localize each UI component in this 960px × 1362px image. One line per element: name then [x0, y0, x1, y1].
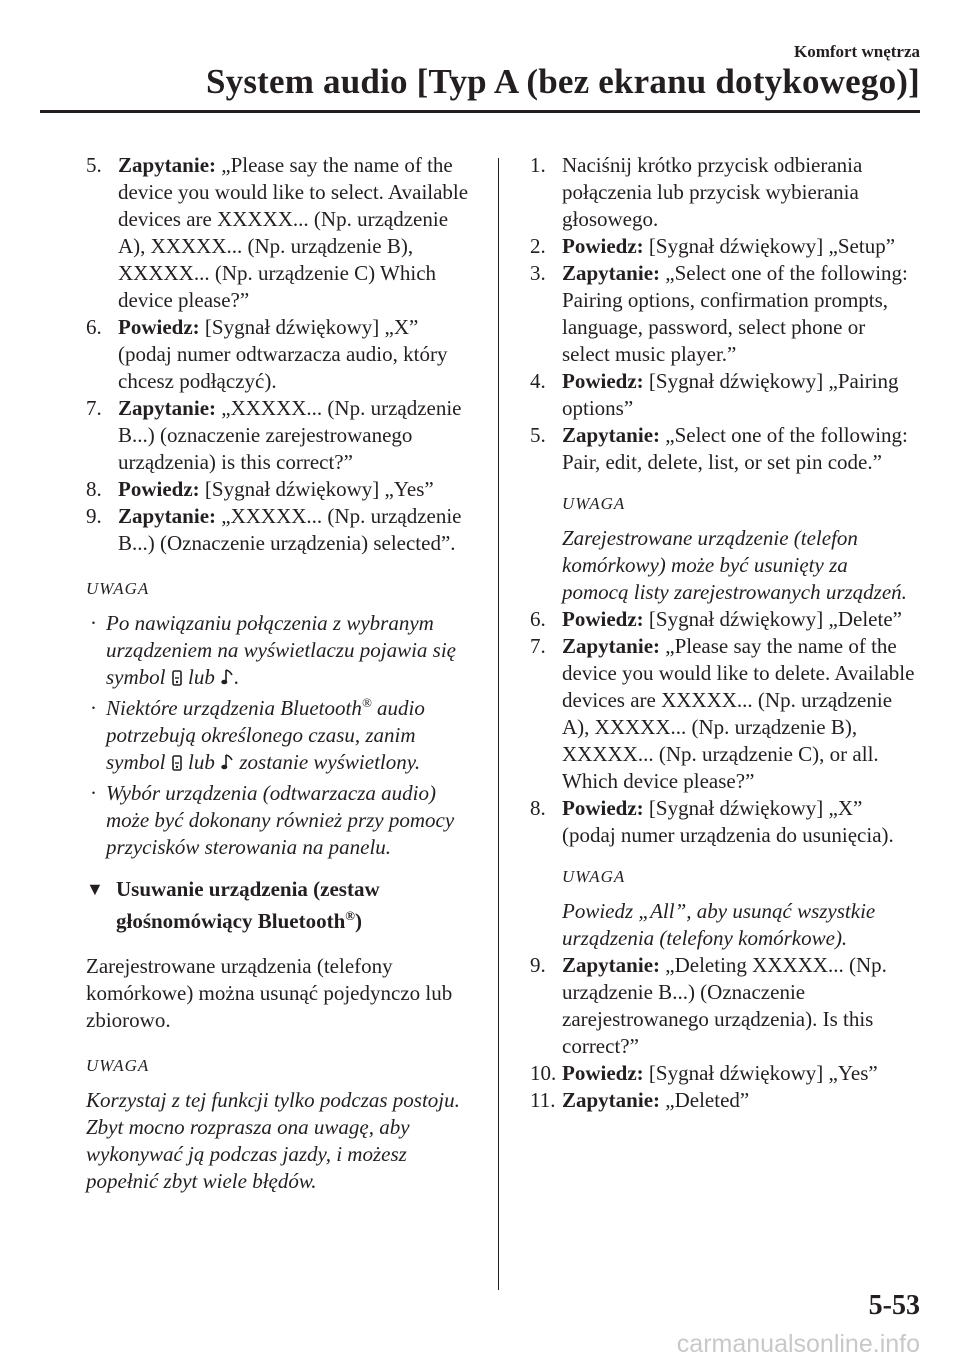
step-item [530, 606, 915, 633]
step-item [86, 152, 476, 314]
step-label: Zapytanie: [118, 396, 217, 420]
bullet-text: Niektóre urządzenia Bluetooth [106, 696, 362, 720]
step-text: „Please say the name of the device you would like to select. Available devices are XXXXX... (Np. urządzenie A), XXXXX... (Np. urządzenie B), XXXXX... (Np. urządzenie C) Which device please?” [118, 153, 469, 312]
step-item [530, 795, 915, 849]
step-item [530, 368, 915, 422]
bullet-text: . [234, 665, 240, 689]
watermark: carmanualsonline.info [676, 1330, 920, 1358]
step-number: 7. [86, 396, 102, 420]
note-bullet [86, 780, 476, 861]
step-item [530, 260, 915, 368]
step-item [86, 476, 476, 503]
body-paragraph: Zarejestrowane urządzenia (telefony komórkowe) można usunąć pojedynczo lub zbiorowo. [86, 954, 453, 1032]
step-label: Powiedz: [562, 234, 644, 258]
step-text: „XXXXX... (Np. urządzenie B...) (oznaczenie zarejestrowanego urządzenia) is this correct?” [118, 396, 462, 474]
step-number: 5. [530, 423, 546, 447]
step-number: 4. [530, 369, 546, 393]
note-bullet [86, 695, 476, 778]
step-number: 7. [530, 634, 546, 658]
step-number: 6. [86, 315, 102, 339]
step-text: „Please say the name of the device you would like to delete. Available devices are XXXXX... (Np. urządzenie A), XXXXX... (Np. urządzenie B), XXXXX... (Np. urządzenie C), or all. Which device please?” [562, 634, 915, 793]
step-number: 5. [86, 153, 102, 177]
step-number: 8. [86, 477, 102, 501]
registered-mark: ® [361, 695, 372, 710]
right-column [530, 152, 915, 1114]
note-title: UWAGA [86, 1056, 150, 1075]
step-text: [Sygnał dźwiękowy] „X” (podaj numer urządzenia do usunięcia). [562, 796, 894, 847]
step-number: 3. [530, 261, 546, 285]
step-item [530, 633, 915, 795]
note-text: Korzystaj z tej funkcji tylko podczas postoju. Zbyt mocno rozprasza ona uwagę, aby wykonywać ją podczas jazdy, i możesz popełnić zbyt wiele błędów. [86, 1088, 460, 1193]
media-device-icon [172, 751, 182, 778]
left-steps [86, 152, 476, 557]
step-text: Naciśnij krótko przycisk odbierania połączenia lub przycisk wybierania głosowego. [562, 153, 863, 231]
step-text: „XXXXX... (Np. urządzenie B...) (Oznaczenie urządzenia) selected”. [118, 504, 462, 555]
step-label: Powiedz: [562, 607, 644, 631]
right-steps-a [530, 152, 915, 476]
section-heading-text: Usuwanie urządzenia (zestaw głośnomówiący Bluetooth [116, 877, 380, 933]
step-text: „Select one of the following: Pairing options, confirmation prompts, language, password, select phone or select music player.” [562, 261, 908, 366]
indented-note [530, 863, 915, 952]
step-label: Zapytanie: [562, 261, 661, 285]
header-rule [40, 110, 920, 113]
step-text: [Sygnał dźwiękowy] „Yes” [643, 1061, 878, 1085]
note-title: UWAGA [562, 494, 626, 513]
step-item [530, 1060, 915, 1087]
indented-note [530, 490, 915, 606]
music-note-icon [221, 666, 233, 693]
step-text: „Deleted” [660, 1088, 750, 1112]
bullet-text: audio potrzebują określonego czasu, zanim symbol [106, 696, 425, 774]
right-steps-b [530, 606, 915, 849]
bullet-text: Wybór urządzenia (odtwarzacza audio) może być dokonany również przy pomocy przycisków sterowania na panelu. [106, 781, 455, 859]
bullet-text: lub [188, 665, 215, 689]
step-number: 10. [530, 1061, 557, 1085]
step-label: Zapytanie: [118, 153, 217, 177]
step-text: [Sygnał dźwiękowy] „Pairing options” [562, 369, 899, 420]
step-item [86, 314, 476, 395]
step-number: 9. [86, 504, 102, 528]
step-label: Zapytanie: [562, 423, 661, 447]
step-label: Powiedz: [118, 477, 200, 501]
section-heading-text: ) [354, 909, 362, 933]
column-divider [498, 158, 499, 1290]
step-label: Powiedz: [562, 1061, 644, 1085]
step-label: Powiedz: [562, 369, 644, 393]
section-heading [86, 873, 476, 937]
step-label: Powiedz: [562, 796, 644, 820]
right-steps-c [530, 952, 915, 1114]
step-item [86, 503, 476, 557]
step-item [530, 952, 915, 1060]
bullet-text: lub [188, 750, 215, 774]
step-number: 1. [530, 153, 546, 177]
step-label: Zapytanie: [562, 634, 661, 658]
bullet-dot: · [90, 696, 97, 720]
bullet-dot: · [90, 781, 97, 805]
step-text: [Sygnał dźwiękowy] „Setup” [643, 234, 896, 258]
step-text: [Sygnał dźwiękowy] „Yes” [199, 477, 434, 501]
step-item [530, 152, 915, 233]
header-section-label: Komfort wnętrza [793, 42, 920, 61]
left-column [86, 152, 476, 1195]
step-number: 9. [530, 953, 546, 977]
note-title: UWAGA [562, 867, 626, 886]
step-item [530, 233, 915, 260]
step-number: 2. [530, 234, 546, 258]
step-text: „Select one of the following: Pair, edit, delete, list, or set pin code.” [562, 423, 908, 474]
step-item [530, 1087, 915, 1114]
step-text: „Deleting XXXXX... (Np. urządzenie B...) (Oznaczenie zarejestrowanego urządzenia). Is this correct?” [562, 953, 887, 1058]
step-number: 6. [530, 607, 546, 631]
header-title: System audio [Typ A (bez ekranu dotykowego)] [205, 62, 920, 101]
bullet-text: zostanie wyświetlony. [239, 750, 421, 774]
step-text: [Sygnał dźwiękowy] „X” (podaj numer odtwarzacza audio, który chcesz podłączyć). [118, 315, 448, 393]
music-note-icon [221, 751, 233, 778]
note-text: Zarejestrowane urządzenie (telefon komórkowy) może być usunięty za pomocą listy zarejestrowanych urządzeń. [562, 526, 907, 604]
step-label: Zapytanie: [562, 1088, 661, 1112]
step-text: [Sygnał dźwiękowy] „Delete” [643, 607, 902, 631]
triangle-marker-icon: ▼ [86, 879, 104, 899]
step-number: 8. [530, 796, 546, 820]
step-item [530, 422, 915, 476]
step-item [86, 395, 476, 476]
note-bullet [86, 610, 476, 693]
step-label: Zapytanie: [118, 504, 217, 528]
step-number: 11. [530, 1088, 556, 1112]
registered-mark: ® [345, 908, 355, 923]
note-text: Powiedz „All”, aby usunąć wszystkie urządzenia (telefony komórkowe). [562, 899, 876, 950]
step-label: Powiedz: [118, 315, 200, 339]
note-title: UWAGA [86, 579, 150, 598]
bullet-dot: · [90, 611, 97, 635]
media-device-icon [172, 666, 182, 693]
page-number: 5-53 [868, 1290, 920, 1321]
step-label: Zapytanie: [562, 953, 661, 977]
bullet-text: Po nawiązaniu połączenia z wybranym urządzeniem na wyświetlaczu pojawia się symbol [106, 611, 456, 689]
